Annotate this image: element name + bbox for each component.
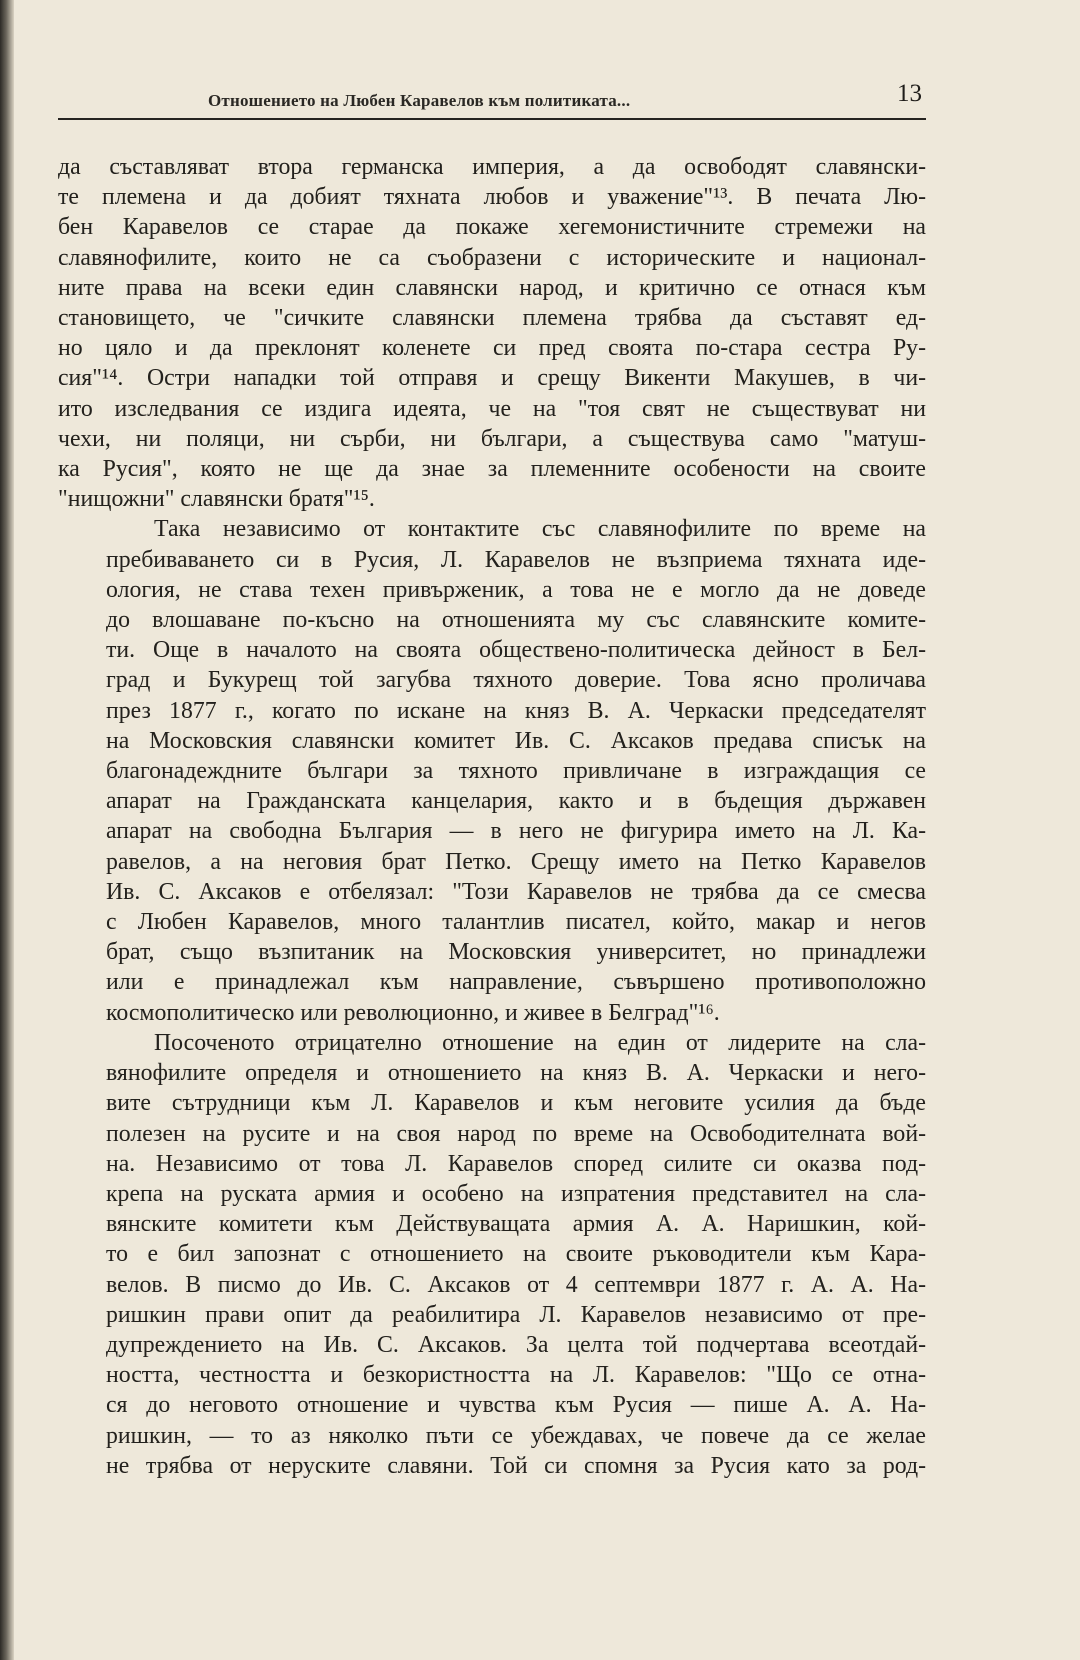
text-line: ността, честността и безкористността на Л. Каравелов: "Що се отна- (106, 1362, 926, 1389)
paragraph-1 (58, 152, 926, 514)
text-line: чехи, ни поляци, ни сърби, ни българи, а съществува само "матуш- (58, 425, 926, 452)
text-line: равелов, а на неговия брат Петко. Срещу името на Петко Каравелов (106, 848, 926, 875)
text-line: становището, че "сичките славянски племена трябва да съставят ед- (58, 305, 926, 332)
text-line: бен Каравелов се старае да покаже хегемонистичните стремежи на (58, 214, 926, 241)
text-line: Така независимо от контактите със славянофилите по време на (154, 516, 926, 543)
text-line: на. Независимо от това Л. Каравелов според силите си оказва под- (106, 1150, 926, 1177)
text-line: ришкин прави опит да реабилитира Л. Каравелов независимо от пре- (106, 1301, 926, 1328)
text-line: с Любен Каравелов, много талантлив писател, който, макар и негов (106, 909, 926, 936)
text-line: полезен на русите и на своя народ по време на Освободителната вой- (106, 1120, 926, 1147)
text-line: Посоченото отрицателно отношение на един от лидерите на сла- (154, 1029, 926, 1056)
text-line: ся до неговото отношение и чувства към Русия — пише А. А. На- (106, 1392, 926, 1419)
text-line: космополитическо или революционно, и живее в Белград"¹⁶. (106, 999, 720, 1026)
text-line: да съставляват втора германска империя, а да освободят славянски- (58, 154, 926, 180)
text-line: през 1877 г., когато по искане на княз В. А. Черкаски председателят (106, 697, 926, 724)
text-line: дупреждението на Ив. С. Аксаков. За целта той подчертава всеотдай- (106, 1331, 926, 1358)
text-line: апарат на свободна България — в него не фигурира името на Л. Ка- (106, 818, 926, 845)
text-line: но цяло и да преклонят коленете си пред своята по-стара сестра Ру- (58, 335, 926, 362)
text-line: до влошаване по-късно на отношенията му със славянските комите- (106, 607, 926, 634)
binding-shadow (0, 0, 14, 1660)
text-line: вянските комитети към Действуващата армия А. А. Наришкин, кой- (106, 1211, 926, 1238)
text-line: ните права на всеки един славянски народ, и критично се отнася към (58, 274, 926, 301)
running-title: Отношението на Любен Каравелов към политиката... (208, 91, 631, 110)
text-line: или е принадлежал към направление, съвършено противоположно (106, 969, 926, 996)
page-number: 13 (897, 80, 922, 107)
text-line: Ив. С. Аксаков е отбелязал: "Този Каравелов не трябва да се смесва (106, 878, 926, 905)
text-line: ито изследвания се издига идеята, че на "тоя свят не съществуват ни (58, 395, 926, 422)
text-line: ология, не става техен привърженик, а това не е могло да не доведе (106, 576, 926, 603)
text-line: вите сътрудници към Л. Каравелов и към неговите усилия да бъде (106, 1090, 926, 1117)
text-line: ти. Още в началото на своята обществено-политическа дейност в Бел- (106, 637, 926, 664)
text-line: град и Букурещ той загубва тяхното доверие. Това ясно проличава (106, 667, 926, 694)
text-line: ка Русия", която не ще да знае за племенните особености на своите (58, 456, 926, 483)
text-line: брат, също възпитаник на Московския университет, но принадлежи (106, 939, 926, 966)
text-line: вянофилите определя и отношението на княз В. А. Черкаски и него- (106, 1060, 926, 1087)
text-line: "нищожни" славянски братя"¹⁵. (58, 486, 375, 513)
body-text (58, 152, 926, 1481)
running-header (58, 78, 926, 120)
text-line: пребиваването си в Русия, Л. Каравелов не възприема тяхната иде- (106, 546, 926, 573)
text-line: крепа на руската армия и особено на изпратения представител на сла- (106, 1180, 926, 1207)
text-line: апарат на Гражданската канцелария, както и в бъдещия държавен (106, 788, 926, 815)
paragraph-2 (58, 514, 926, 1027)
text-line: сия"¹⁴. Остри нападки той отправя и срещу Викенти Макушев, в чи- (58, 365, 926, 392)
text-line: ришкин, — то аз няколко пъти се убеждавах, че повече да се желае (106, 1422, 926, 1449)
text-line: благонадеждните българи за тяхното привличане в изграждащия се (106, 758, 926, 785)
text-line: славянофилите, които не са съобразени с историческите и национал- (58, 244, 926, 271)
text-line: велов. В писмо до Ив. С. Аксаков от 4 септември 1877 г. А. А. На- (106, 1271, 926, 1298)
text-line: на Московския славянски комитет Ив. С. Аксаков предава списък на (106, 727, 926, 754)
text-line: то е бил запознат с отношението на своите ръководители към Кара- (106, 1241, 926, 1268)
text-line: те племена и да добият тяхната любов и уважение"¹³. В печата Лю- (58, 184, 926, 211)
text-line: не трябва от неруските славяни. Той си спомня за Русия като за род- (106, 1452, 926, 1479)
paragraph-3 (58, 1028, 926, 1481)
